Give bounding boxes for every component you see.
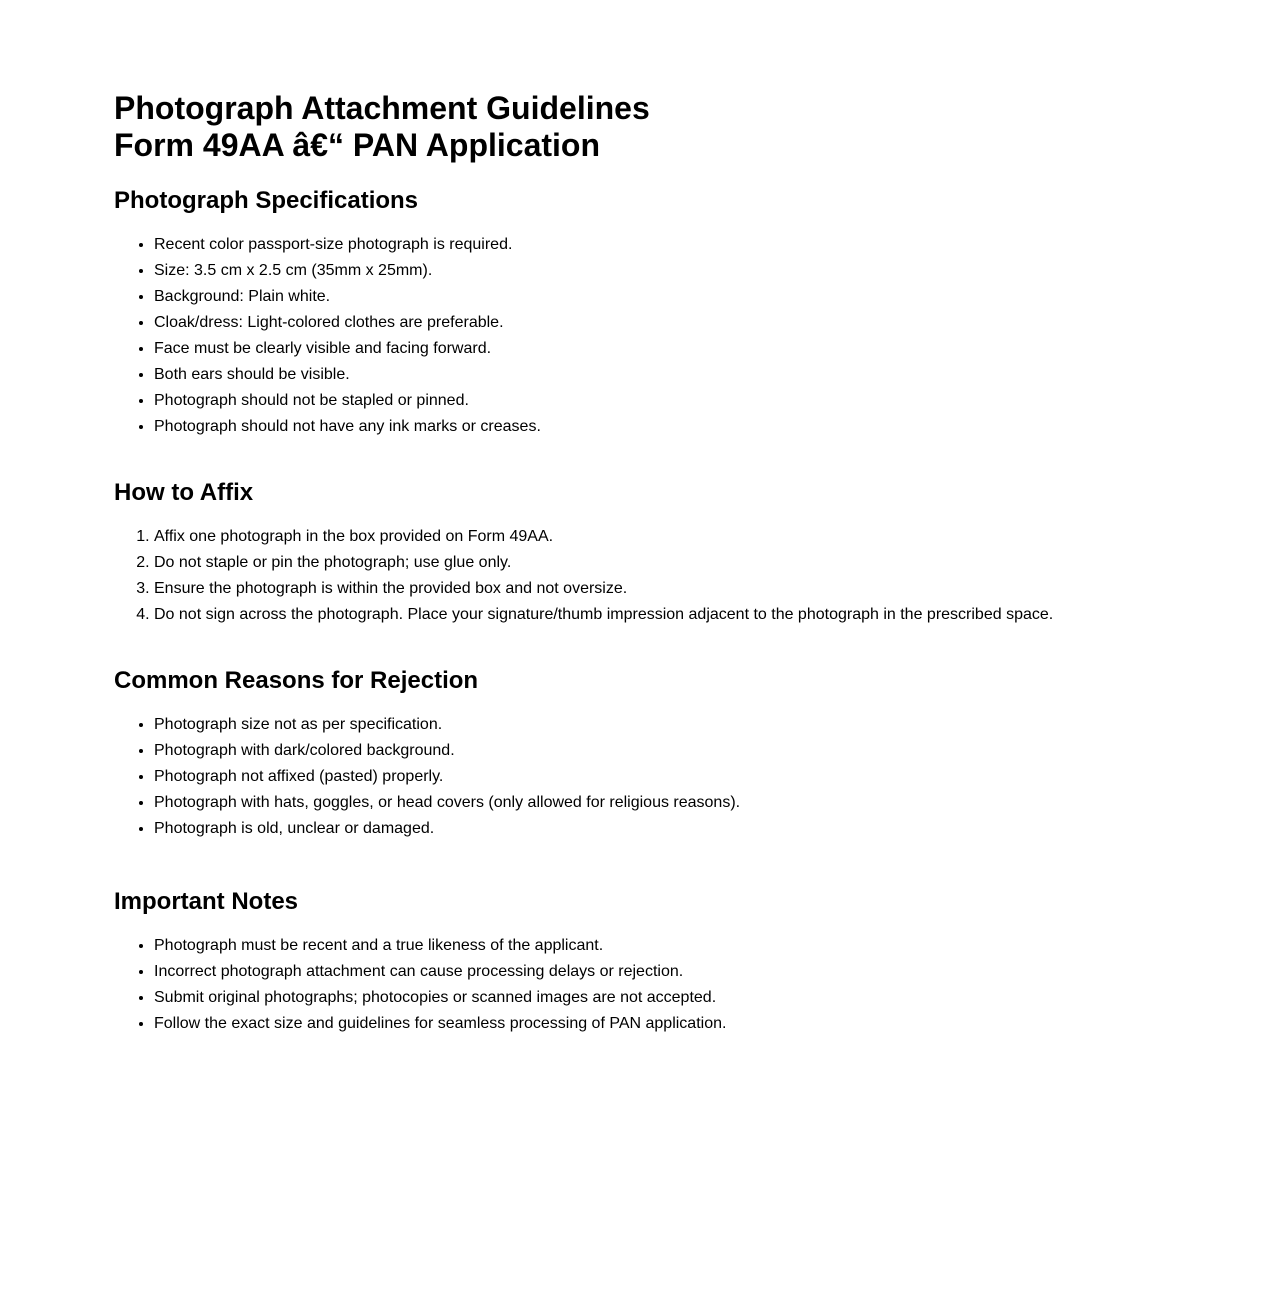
list-item: • Photograph is old, unclear or damaged.	[154, 816, 1214, 842]
page-title	[114, 90, 1214, 164]
rejection-reasons-list	[114, 712, 1214, 842]
list-item: • Photograph must be recent and a true likeness of the applicant.	[154, 933, 1214, 959]
list-item: 3. Ensure the photograph is within the provided box and not oversize.	[154, 576, 1214, 602]
list-item: • Incorrect photograph attachment can cause processing delays or rejection.	[154, 959, 1214, 985]
how-to-affix-list	[114, 524, 1214, 628]
page-title-line-2: Form 49AA â€“ PAN Application	[114, 127, 600, 163]
specifications-list	[114, 232, 1214, 440]
list-item: 4. Do not sign across the photograph. Place your signature/thumb impression adjacent to the photograph in the prescribed space.	[154, 602, 1214, 628]
list-item: 1. Affix one photograph in the box provided on Form 49AA.	[154, 524, 1214, 550]
section-how-to-affix	[114, 479, 1214, 628]
section-common-reasons-for-rejection	[114, 667, 1214, 842]
list-item: • Photograph not affixed (pasted) properly.	[154, 764, 1214, 790]
list-item: • Face must be clearly visible and facing forward.	[154, 336, 1214, 362]
list-item: • Submit original photographs; photocopies or scanned images are not accepted.	[154, 985, 1214, 1011]
list-item: • Photograph size not as per specification.	[154, 712, 1214, 738]
list-item: • Photograph should not have any ink marks or creases.	[154, 414, 1214, 440]
list-item: • Photograph with hats, goggles, or head covers (only allowed for religious reasons).	[154, 790, 1214, 816]
list-item: • Photograph should not be stapled or pinned.	[154, 388, 1214, 414]
list-item: • Both ears should be visible.	[154, 362, 1214, 388]
section-heading-how-to-affix: How to Affix	[114, 479, 254, 506]
section-heading-important-notes: Important Notes	[114, 888, 299, 915]
section-heading-rejection: Common Reasons for Rejection	[114, 667, 479, 694]
section-photograph-specifications	[114, 187, 1214, 440]
page-title-line-1: Photograph Attachment Guidelines	[114, 90, 650, 126]
list-item: 2. Do not staple or pin the photograph; use glue only.	[154, 550, 1214, 576]
section-important-notes	[114, 888, 1214, 1037]
list-item: • Background: Plain white.	[154, 284, 1214, 310]
section-heading-specifications: Photograph Specifications	[114, 187, 419, 214]
list-item: • Recent color passport-size photograph is required.	[154, 232, 1214, 258]
list-item: • Photograph with dark/colored background.	[154, 738, 1214, 764]
document-page	[114, 90, 1214, 1037]
list-item: • Follow the exact size and guidelines for seamless processing of PAN application.	[154, 1011, 1214, 1037]
list-item: • Cloak/dress: Light-colored clothes are preferable.	[154, 310, 1214, 336]
important-notes-list	[114, 933, 1214, 1037]
list-item: • Size: 3.5 cm x 2.5 cm (35mm x 25mm).	[154, 258, 1214, 284]
